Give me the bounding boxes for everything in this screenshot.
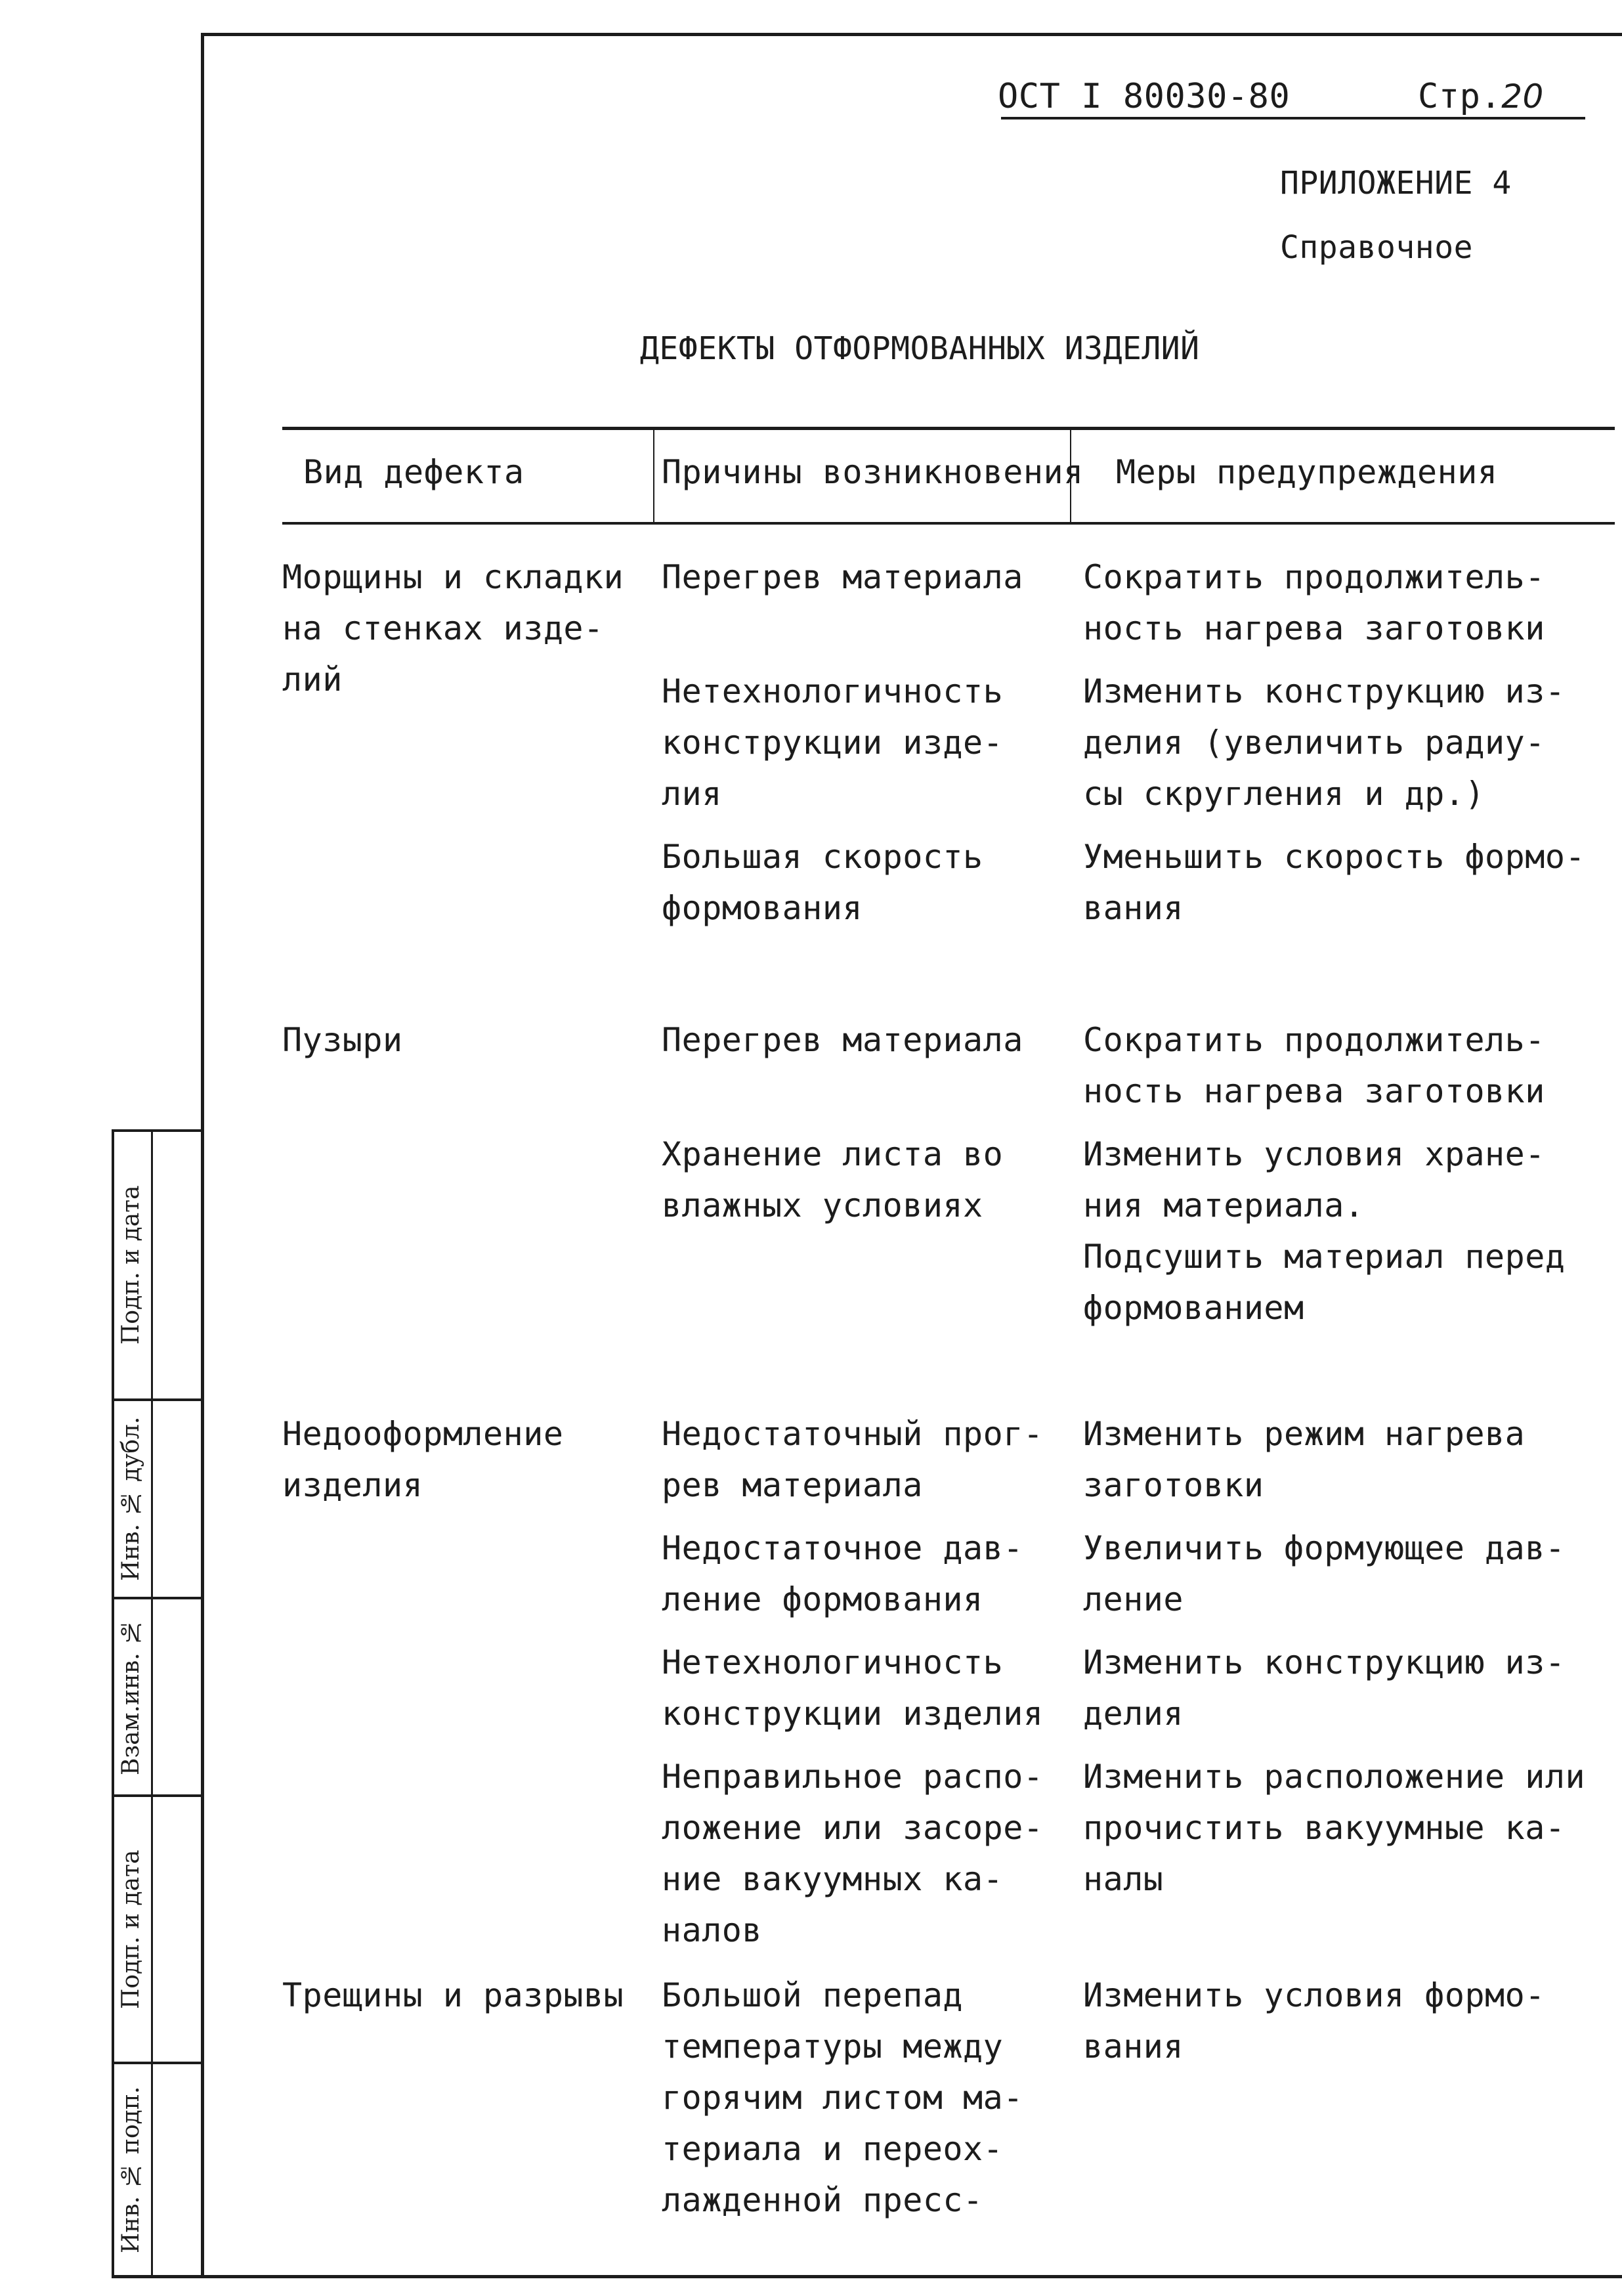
cause-cell	[662, 552, 1023, 603]
column-header-cause: Причины возникновения	[662, 453, 1084, 491]
measure-line: вания	[1083, 2027, 1184, 2066]
cause-line: формования	[662, 889, 863, 927]
stamp-label-replace-inv: Взам.инв. №	[117, 1618, 144, 1776]
measure-cell	[1083, 1408, 1525, 1511]
measure-line: Изменить конструкцию из-	[1083, 1643, 1566, 1681]
cause-line: ление формования	[662, 1580, 983, 1618]
cause-line: Перегрев материала	[662, 558, 1023, 596]
measure-line: налы	[1083, 1860, 1164, 1898]
measure-cell	[1083, 1014, 1545, 1117]
stamp-label-sign-date-1: Подп. и дата	[117, 1185, 144, 1345]
measure-cell	[1083, 1970, 1545, 2072]
measure-line: делия (увеличить радиу-	[1083, 724, 1545, 762]
measure-line: Изменить режим нагрева	[1083, 1415, 1526, 1453]
measure-cell	[1083, 831, 1585, 934]
measure-cell	[1083, 1129, 1565, 1333]
measure-line: формованием	[1083, 1289, 1304, 1327]
measure-line: ление	[1083, 1580, 1184, 1618]
stamp-label-sign-date-2: Подп. и дата	[117, 1850, 144, 2009]
measure-line: ния материала.	[1083, 1186, 1365, 1224]
measure-line: вания	[1083, 889, 1184, 927]
page-label: Стр.	[1418, 77, 1502, 116]
page-number: 20	[1501, 77, 1544, 116]
cause-line: Хранение листа во	[662, 1135, 1004, 1173]
measure-cell	[1083, 666, 1565, 819]
table-top-rule	[282, 427, 1615, 430]
measure-line: Увеличить формующее дав-	[1083, 1529, 1566, 1567]
cause-line: Большой перепад	[662, 1976, 964, 2014]
column-divider-1	[653, 430, 654, 522]
cause-cell	[662, 831, 983, 934]
measure-line: Уменьшить скорость формо-	[1083, 838, 1586, 876]
measure-line: Изменить расположение или	[1083, 1758, 1586, 1796]
cause-line: Нетехнологичность	[662, 1643, 1004, 1681]
stamp-column-divider	[151, 1129, 153, 2278]
defect-type	[282, 1970, 624, 2021]
measure-line: прочистить вакуумные ка-	[1083, 1809, 1566, 1847]
page-title: ДЕФЕКТЫ ОТФОРМОВАННЫХ ИЗДЕЛИЙ	[640, 330, 1200, 367]
cause-line: лия	[662, 775, 722, 813]
defect-type-line: Недооформление	[282, 1415, 564, 1453]
cause-cell	[662, 1970, 1023, 2226]
measure-line: заготовки	[1083, 1466, 1264, 1504]
frame-bottom-line	[112, 2275, 1622, 2278]
frame-left-line	[201, 33, 204, 2278]
cause-line: конструкции изделия	[662, 1695, 1044, 1733]
measure-line: ность нагрева заготовки	[1083, 1072, 1545, 1110]
stamp-label-dupl-inv: Инв. № дубл.	[117, 1416, 144, 1582]
cause-line: лажденной пресс-	[662, 2181, 983, 2219]
frame-top-line	[201, 33, 1622, 36]
measure-line: Изменить условия хране-	[1083, 1135, 1545, 1173]
page-indicator	[1418, 71, 1544, 122]
appendix-label: ПРИЛОЖЕНИЕ 4	[1280, 165, 1512, 202]
defect-type	[282, 1408, 563, 1511]
defect-type-line: лий	[282, 661, 343, 699]
measure-line: Изменить конструкцию из-	[1083, 672, 1566, 710]
measure-line: сы скругления и др.)	[1083, 775, 1485, 813]
measure-line: Сократить продолжитель-	[1083, 558, 1545, 596]
measure-line: Подсушить материал перед	[1083, 1238, 1566, 1276]
cause-line: Перегрев материала	[662, 1021, 1023, 1059]
measure-line: ность нагрева заготовки	[1083, 609, 1545, 647]
cause-cell	[662, 1014, 1023, 1066]
reference-label: Справочное	[1280, 229, 1473, 266]
cause-line: налов	[662, 1911, 763, 1949]
cause-line: Большая скорость	[662, 838, 983, 876]
measure-line: Изменить условия формо-	[1083, 1976, 1545, 2014]
cause-cell	[662, 666, 1003, 819]
stamp-label-orig-inv: Инв. № подп.	[117, 2086, 144, 2253]
defect-type-line: Пузыри	[282, 1021, 403, 1059]
measure-cell	[1083, 552, 1545, 654]
cause-cell	[662, 1751, 1043, 1956]
defect-type-line: Трещины и разрывы	[282, 1976, 624, 2014]
defect-type	[282, 552, 624, 705]
defect-type-line: изделия	[282, 1466, 423, 1504]
cause-cell	[662, 1129, 1003, 1231]
measure-cell	[1083, 1637, 1565, 1739]
cause-line: Неправильное распо-	[662, 1758, 1044, 1796]
column-header-measure: Меры предупреждения	[1116, 453, 1498, 491]
measure-line: Сократить продолжитель-	[1083, 1021, 1545, 1059]
document-code: ОСТ I 80030-80	[998, 77, 1291, 116]
defect-type	[282, 1014, 403, 1066]
cause-line: рев материала	[662, 1466, 923, 1504]
cause-cell	[662, 1408, 1043, 1511]
measure-cell	[1083, 1523, 1565, 1625]
cause-line: ние вакуумных ка-	[662, 1860, 1004, 1898]
defect-type-line: на стенках изде-	[282, 609, 604, 647]
cause-line: температуры между	[662, 2027, 1004, 2066]
cause-line: конструкции изде-	[662, 724, 1004, 762]
cause-line: Нетехнологичность	[662, 672, 1004, 710]
cause-cell	[662, 1523, 1023, 1625]
cause-line: Недостаточный прог-	[662, 1415, 1044, 1453]
table-header-bottom-rule	[282, 522, 1615, 525]
cause-line: горячим листом ма-	[662, 2079, 1023, 2117]
cause-line: териала и переох-	[662, 2130, 1004, 2168]
measure-cell	[1083, 1751, 1585, 1905]
measure-line: делия	[1083, 1695, 1184, 1733]
cause-cell	[662, 1637, 1043, 1739]
cause-line: влажных условиях	[662, 1186, 983, 1224]
cause-line: ложение или засоре-	[662, 1809, 1044, 1847]
column-header-defect: Вид дефекта	[303, 453, 524, 491]
cause-line: Недостаточное дав-	[662, 1529, 1023, 1567]
defect-type-line: Морщины и складки	[282, 558, 624, 596]
